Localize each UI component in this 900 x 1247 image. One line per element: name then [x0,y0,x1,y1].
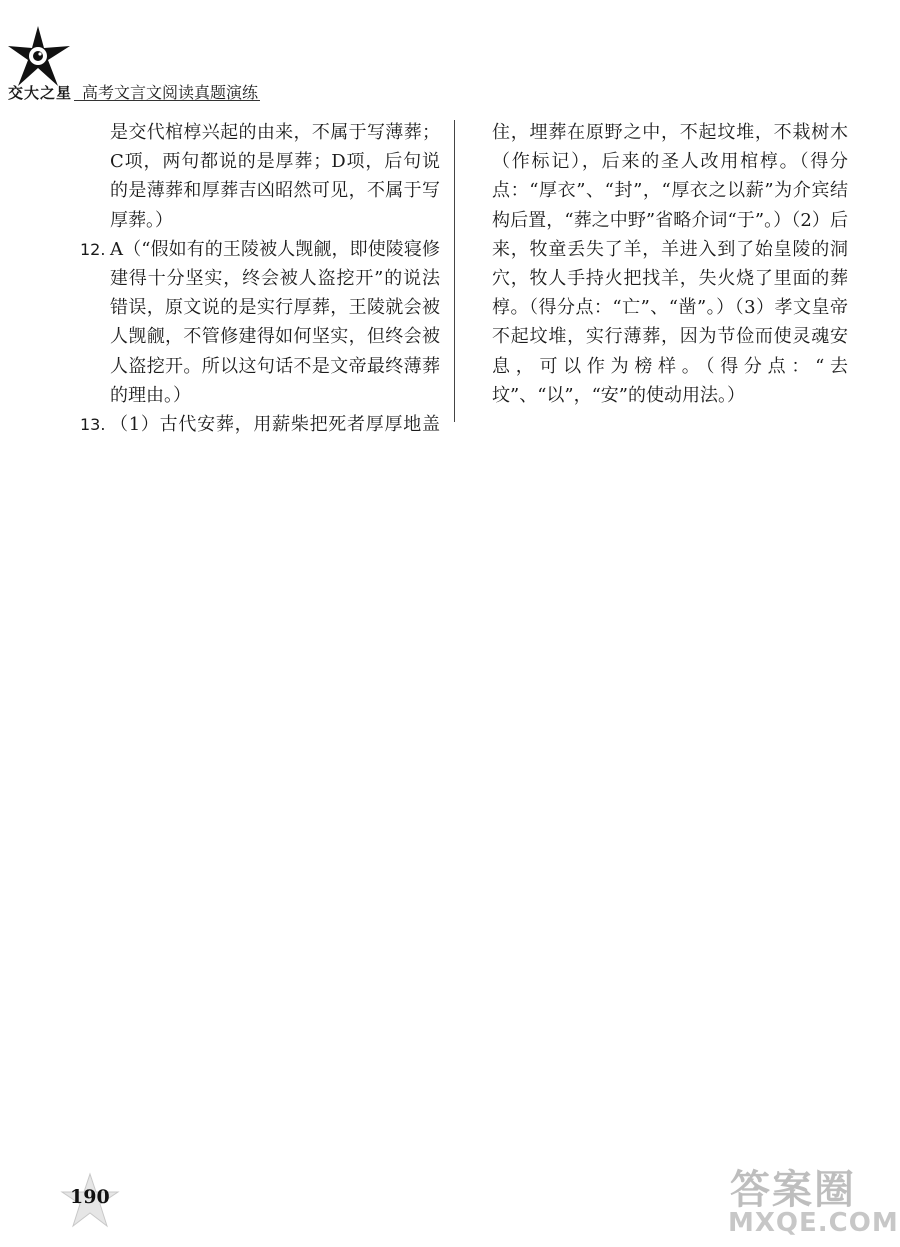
item-text: A（“假如有的王陵被人觊觎，即使陵寝修建得十分坚实，终会被人盗挖开”的说法错误，原文说的是实行厚葬，王陵就会被人觊觎，不管修建得如何坚实，但终会被人盗挖开。所以这句话不是文帝最终薄葬的理由。） [110,238,440,406]
watermark-url: MXQE.COM [728,1208,899,1238]
item-number: 12. [80,239,106,259]
page-number: 190 [70,1186,110,1208]
item-text: （1）古代安葬，用薪柴把死者厚厚地盖 [110,414,440,436]
answer-continuation: 是交代棺椁兴起的由来，不属于写薄葬；C项，两句都说的是厚葬；D项，后句说的是薄葬和厚葬吉凶昭然可见，不属于写厚葬。） [110,122,440,231]
header-underline [74,100,260,101]
right-column [492,118,848,410]
answer-13-continuation: 住，埋葬在原野之中，不起坟堆，不栽树木（作标记），后来的圣人改用棺椁。（得分点：“厚衣”、“封”，“厚衣之以薪”为介宾结构后置，“葬之中野”省略介词“于”。）（2）后来，牧童丢失了羊，羊进入到了始皇陵的洞穴，牧人手持火把找羊，失火烧了里面的葬椁。（得分点：“亡”、“凿”。）（3）孝文皇帝不起坟堆，实行薄葬，因为节俭而使灵魂安息，可以作为榜样。（得分点：“去坟”、“以”，“安”的使动用法。） [492,122,848,406]
watermark-logo-text: 答案圈 [730,1167,856,1213]
answer-item-12 [80,235,440,410]
page-header [0,0,900,110]
page-number-badge [58,1172,122,1228]
watermark [726,1158,899,1240]
header-title: 高考文言文阅读真题演练 [82,83,259,102]
answer-item-13 [80,410,440,439]
column-divider [454,120,455,422]
logo-text: 交大之星 [8,84,73,102]
left-column [80,118,440,439]
item-number: 13. [80,415,106,435]
